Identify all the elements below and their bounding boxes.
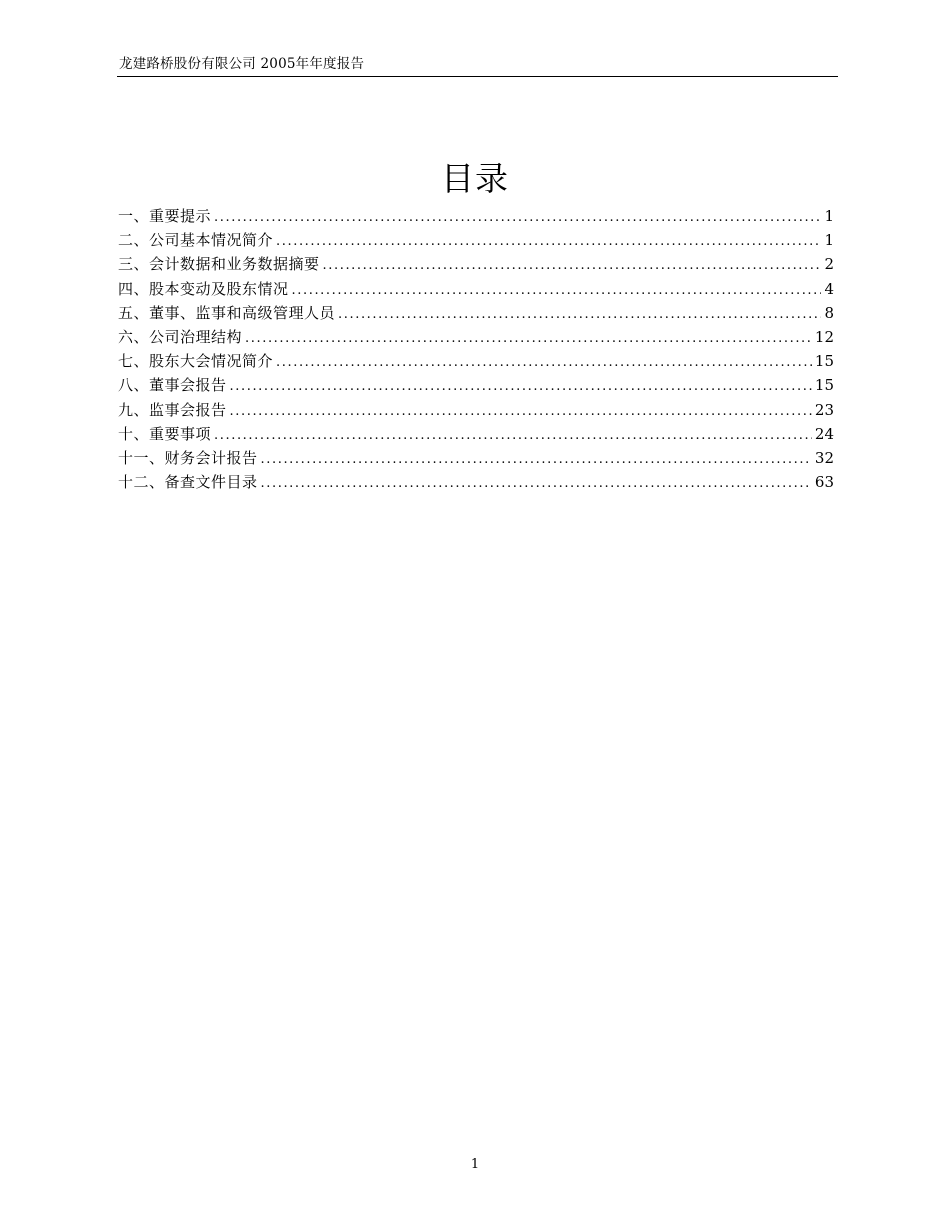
toc-entry-important-notice[interactable] <box>118 204 834 228</box>
page-number: 1 <box>470 1157 480 1172</box>
toc-entry-governance[interactable] <box>118 325 834 349</box>
toc-dot-leader <box>276 230 821 252</box>
toc-entry-label: 四、股本变动及股东情况 <box>118 279 289 298</box>
table-of-contents <box>118 204 834 494</box>
toc-entry-label: 二、公司基本情况简介 <box>118 231 274 250</box>
toc-entry-financial-report[interactable] <box>118 446 834 470</box>
toc-dot-leader <box>261 472 812 494</box>
toc-entry-page: 4 <box>824 279 834 298</box>
toc-entry-label: 三、会计数据和业务数据摘要 <box>118 255 320 274</box>
toc-dot-leader <box>261 448 812 470</box>
toc-dot-leader <box>230 375 812 397</box>
toc-entry-page: 1 <box>824 231 834 250</box>
toc-entry-page: 23 <box>814 400 834 419</box>
toc-entry-label: 一、重要提示 <box>118 207 212 225</box>
toc-dot-leader <box>214 206 821 228</box>
toc-entry-label: 五、董事、监事和高级管理人员 <box>118 303 336 322</box>
toc-entry-page: 8 <box>824 303 834 322</box>
toc-dot-leader <box>230 400 812 422</box>
toc-entry-label: 十二、备查文件目录 <box>118 473 258 492</box>
toc-entry-page: 1 <box>824 207 834 225</box>
toc-entry-directors[interactable] <box>118 301 834 325</box>
toc-entry-page: 12 <box>814 327 834 346</box>
toc-dot-leader <box>245 327 812 349</box>
toc-entry-label: 十、重要事项 <box>118 424 212 443</box>
toc-entry-label: 十一、财务会计报告 <box>118 448 258 467</box>
toc-entry-share-capital[interactable] <box>118 277 834 301</box>
running-header <box>117 55 838 77</box>
toc-entry-supervisory-report[interactable] <box>118 398 834 422</box>
toc-entry-label: 九、监事会报告 <box>118 400 227 419</box>
toc-entry-page: 24 <box>814 424 834 443</box>
toc-entry-page: 15 <box>814 352 834 371</box>
toc-entry-financial-summary[interactable] <box>118 252 834 276</box>
toc-entry-label: 七、股东大会情况简介 <box>118 352 274 371</box>
toc-entry-label: 六、公司治理结构 <box>118 327 243 346</box>
toc-dot-leader <box>276 351 812 373</box>
toc-entry-page: 32 <box>814 448 834 467</box>
toc-entry-board-report[interactable] <box>118 373 834 397</box>
toc-entry-major-events[interactable] <box>118 422 834 446</box>
toc-entry-company-profile[interactable] <box>118 228 834 252</box>
toc-dot-leader <box>323 254 822 276</box>
toc-dot-leader <box>338 303 821 325</box>
running-header-text: 龙建路桥股份有限公司 2005年年度报告 <box>119 56 365 72</box>
toc-dot-leader <box>292 279 822 301</box>
toc-dot-leader <box>214 424 812 446</box>
toc-entry-page: 15 <box>814 376 834 395</box>
toc-entry-label: 八、董事会报告 <box>118 376 227 395</box>
toc-title: 目录 <box>441 159 509 198</box>
toc-entry-reference-documents[interactable] <box>118 470 834 494</box>
toc-entry-page: 63 <box>814 473 834 492</box>
toc-entry-shareholders-meeting[interactable] <box>118 349 834 373</box>
toc-entry-page: 2 <box>824 255 834 274</box>
